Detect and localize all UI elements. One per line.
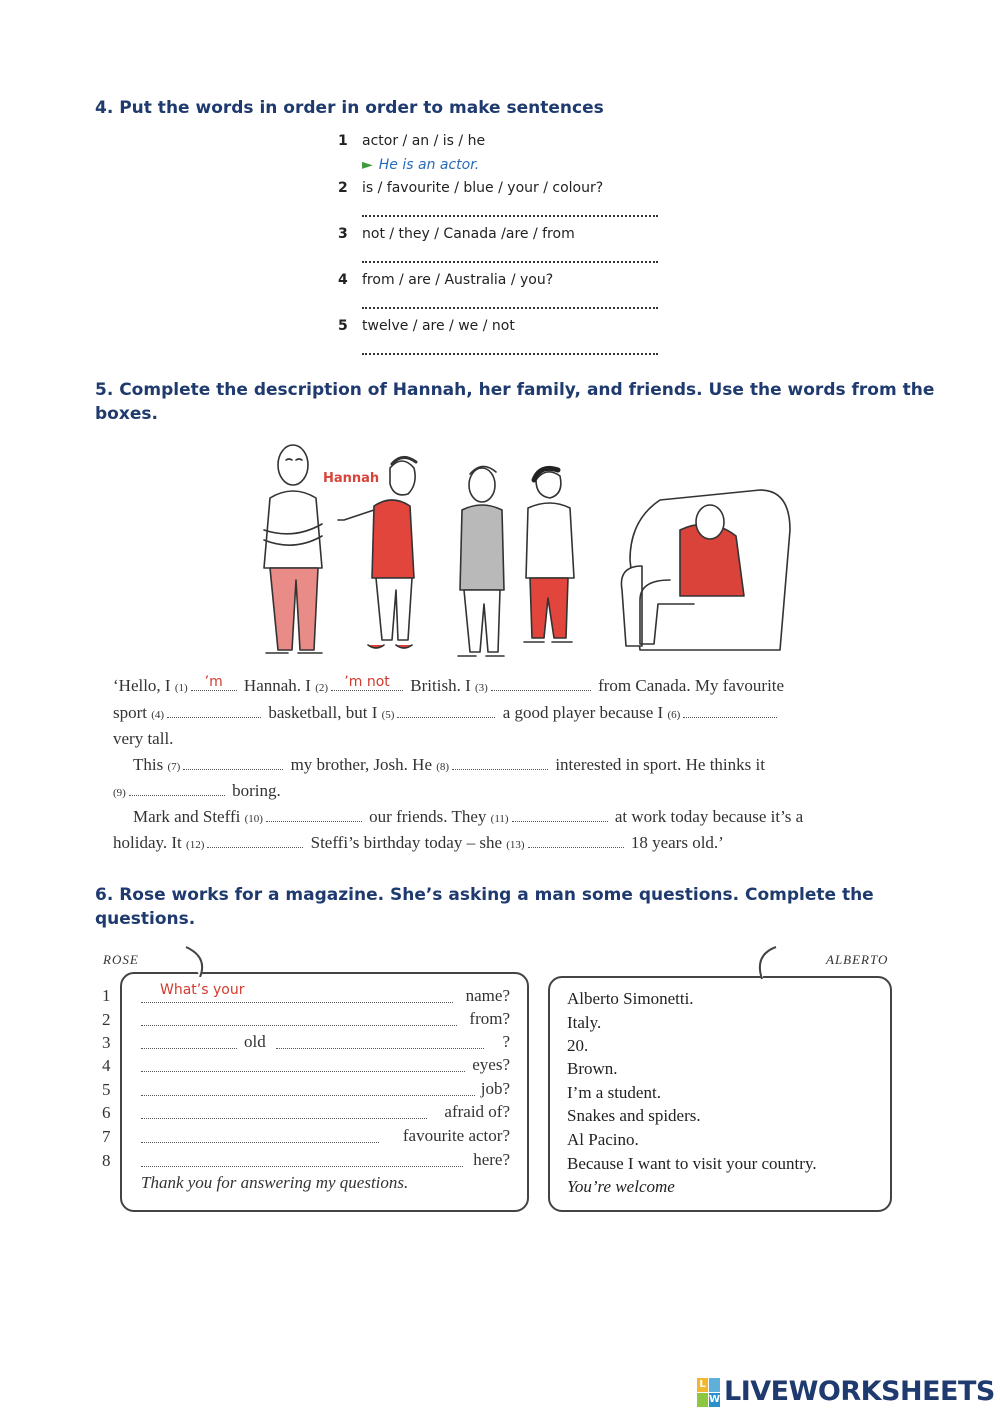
alberto-closing: You’re welcome [567, 1177, 675, 1196]
gap-1-input[interactable] [191, 674, 237, 691]
gap-12-input[interactable] [207, 847, 303, 848]
text: boring. [232, 781, 281, 800]
logo-letter: L [697, 1378, 708, 1392]
item-number: 3 [338, 226, 348, 242]
figure-man-arms-crossed [264, 445, 322, 653]
gap-number: (4) [151, 709, 165, 721]
logo-block [709, 1378, 720, 1392]
liveworksheets-logo-icon [697, 1378, 721, 1408]
text: Steffi’s birthday today – she [310, 833, 502, 852]
question-3-input-a[interactable] [141, 1048, 237, 1049]
filled-answer: ’m not [344, 674, 390, 690]
question-number: 6 [102, 1103, 111, 1122]
liveworksheets-brand[interactable]: LIVEWORKSHEETS [724, 1376, 995, 1407]
question-number: 2 [102, 1010, 111, 1029]
question-3-input-b[interactable] [276, 1048, 484, 1049]
question-5-input[interactable] [141, 1095, 475, 1096]
gap-4-input[interactable] [167, 717, 261, 718]
word-prompt: from / are / Australia / you? [362, 272, 554, 288]
question-1-input[interactable] [141, 1002, 453, 1003]
gap-number: (1) [174, 682, 188, 694]
gap-number: (3) [474, 682, 488, 694]
item-number: 4 [338, 272, 348, 288]
answer-5: I’m a student. [567, 1083, 661, 1102]
gap-number: (2) [315, 682, 329, 694]
exercise-5-heading-line2: boxes. [95, 404, 158, 424]
paragraph-line-4 [133, 755, 765, 775]
text: Mark and Steffi [133, 807, 241, 826]
paragraph-line-6 [133, 807, 803, 827]
text: ‘Hello, I [113, 676, 171, 695]
figure-josh [458, 466, 504, 656]
question-number: 1 [102, 986, 111, 1005]
figure-man-in-armchair [621, 490, 790, 650]
question-8-input[interactable] [141, 1166, 463, 1167]
text: a good player because I [502, 703, 664, 722]
answer-2: Italy. [567, 1013, 602, 1032]
question-2-end: from? [469, 1009, 510, 1028]
answer-line-5[interactable] [362, 353, 658, 355]
gap-11-input[interactable] [512, 821, 608, 822]
filled-answer: ’m [204, 674, 223, 690]
question-5-end: job? [480, 1079, 510, 1098]
example-answer-text: He is an actor. [378, 157, 480, 173]
question-6-end: afraid of? [444, 1102, 510, 1121]
item-number: 1 [338, 133, 348, 149]
alberto-bubble-tail [748, 945, 788, 981]
gap-number: (12) [186, 839, 205, 851]
gap-2-input[interactable] [331, 674, 403, 691]
text: basketball, but I [268, 703, 378, 722]
exercise-6-heading-line2: questions. [95, 909, 196, 929]
figure-hannah [338, 457, 416, 648]
gap-number: (6) [667, 709, 681, 721]
text: 18 years old.’ [630, 833, 724, 852]
text: our friends. They [369, 807, 487, 826]
word-prompt: not / they / Canada /are / from [362, 226, 575, 242]
answer-6: Snakes and spiders. [567, 1106, 701, 1125]
answer-8: Because I want to visit your country. [567, 1154, 817, 1173]
text: interested in sport. He thinks it [555, 755, 765, 774]
gap-number: (9) [113, 787, 126, 799]
gap-3-input[interactable] [491, 690, 591, 691]
question-3-end: ? [502, 1032, 510, 1051]
item-number: 2 [338, 180, 348, 196]
paragraph-line-5 [113, 781, 281, 801]
question-4-input[interactable] [141, 1071, 465, 1072]
rose-label: ROSE [103, 952, 139, 967]
paragraph-line-3: very tall. [113, 729, 174, 748]
alberto-label: ALBERTO [826, 952, 889, 967]
question-7-end: favourite actor? [402, 1126, 510, 1145]
gap-5-input[interactable] [397, 717, 495, 718]
item-number: 5 [338, 318, 348, 334]
question-number: 4 [102, 1056, 111, 1075]
word-prompt: twelve / are / we / not [362, 318, 515, 334]
text: This [133, 755, 164, 774]
figure-steffi [524, 468, 574, 642]
exercise-6-heading-line1: 6. Rose works for a magazine. She’s asking a man some questions. Complete the [95, 885, 874, 905]
text: sport [113, 703, 147, 722]
question-6-input[interactable] [141, 1118, 427, 1119]
question-number: 8 [102, 1151, 111, 1170]
gap-number: (10) [244, 813, 263, 825]
exercise-5-heading-line1: 5. Complete the description of Hannah, her family, and friends. Use the words from the [95, 380, 935, 400]
question-8-end: here? [473, 1150, 510, 1169]
answer-4: Brown. [567, 1059, 618, 1078]
gap-number: (7) [167, 761, 181, 773]
gap-6-input[interactable] [683, 717, 777, 718]
question-1-prefilled-answer: What’s your [160, 982, 245, 998]
question-number: 7 [102, 1127, 111, 1146]
answer-1: Alberto Simonetti. [567, 989, 694, 1008]
text: from Canada. My favourite [598, 676, 785, 695]
gap-number: (8) [436, 761, 450, 773]
logo-block [697, 1393, 708, 1407]
question-7-input[interactable] [141, 1142, 379, 1143]
word-prompt: actor / an / is / he [362, 133, 486, 149]
answer-line-2[interactable] [362, 215, 658, 217]
answer-line-3[interactable] [362, 261, 658, 263]
answer-3: 20. [567, 1036, 589, 1055]
question-1-end: name? [465, 986, 510, 1005]
paragraph-line-1 [113, 676, 784, 696]
word-prompt: is / favourite / blue / your / colour? [362, 180, 604, 196]
paragraph-line-2 [113, 703, 780, 723]
answer-7: Al Pacino. [567, 1130, 639, 1149]
question-number: 3 [102, 1033, 111, 1052]
gap-10-input[interactable] [266, 821, 362, 822]
rose-bubble-tail [180, 945, 220, 977]
gap-8-input[interactable] [452, 769, 548, 770]
paragraph-line-7 [113, 833, 724, 853]
gap-7-input[interactable] [183, 769, 283, 770]
text: holiday. It [113, 833, 182, 852]
text: my brother, Josh. He [290, 755, 432, 774]
gap-9-input[interactable] [129, 795, 225, 796]
logo-letter: W [709, 1394, 721, 1405]
question-2-input[interactable] [141, 1025, 457, 1026]
text: British. I [410, 676, 471, 695]
answer-line-4[interactable] [362, 307, 658, 309]
exercise-4-heading: 4. Put the words in order in order to make sentences [95, 98, 604, 118]
question-number: 5 [102, 1080, 111, 1099]
gap-number: (5) [381, 709, 395, 721]
gap-number: (11) [490, 813, 509, 825]
gap-13-input[interactable] [528, 847, 624, 848]
text: Hannah. I [243, 676, 311, 695]
question-4-end: eyes? [472, 1055, 510, 1074]
text: at work today because it’s a [614, 807, 804, 826]
family-illustration [250, 440, 795, 665]
hannah-label: Hannah [323, 471, 380, 486]
gap-number: (13) [506, 839, 525, 851]
play-arrow-icon: ► [362, 157, 373, 173]
question-3-middle: old [244, 1032, 266, 1051]
rose-closing: Thank you for answering my questions. [141, 1173, 409, 1192]
